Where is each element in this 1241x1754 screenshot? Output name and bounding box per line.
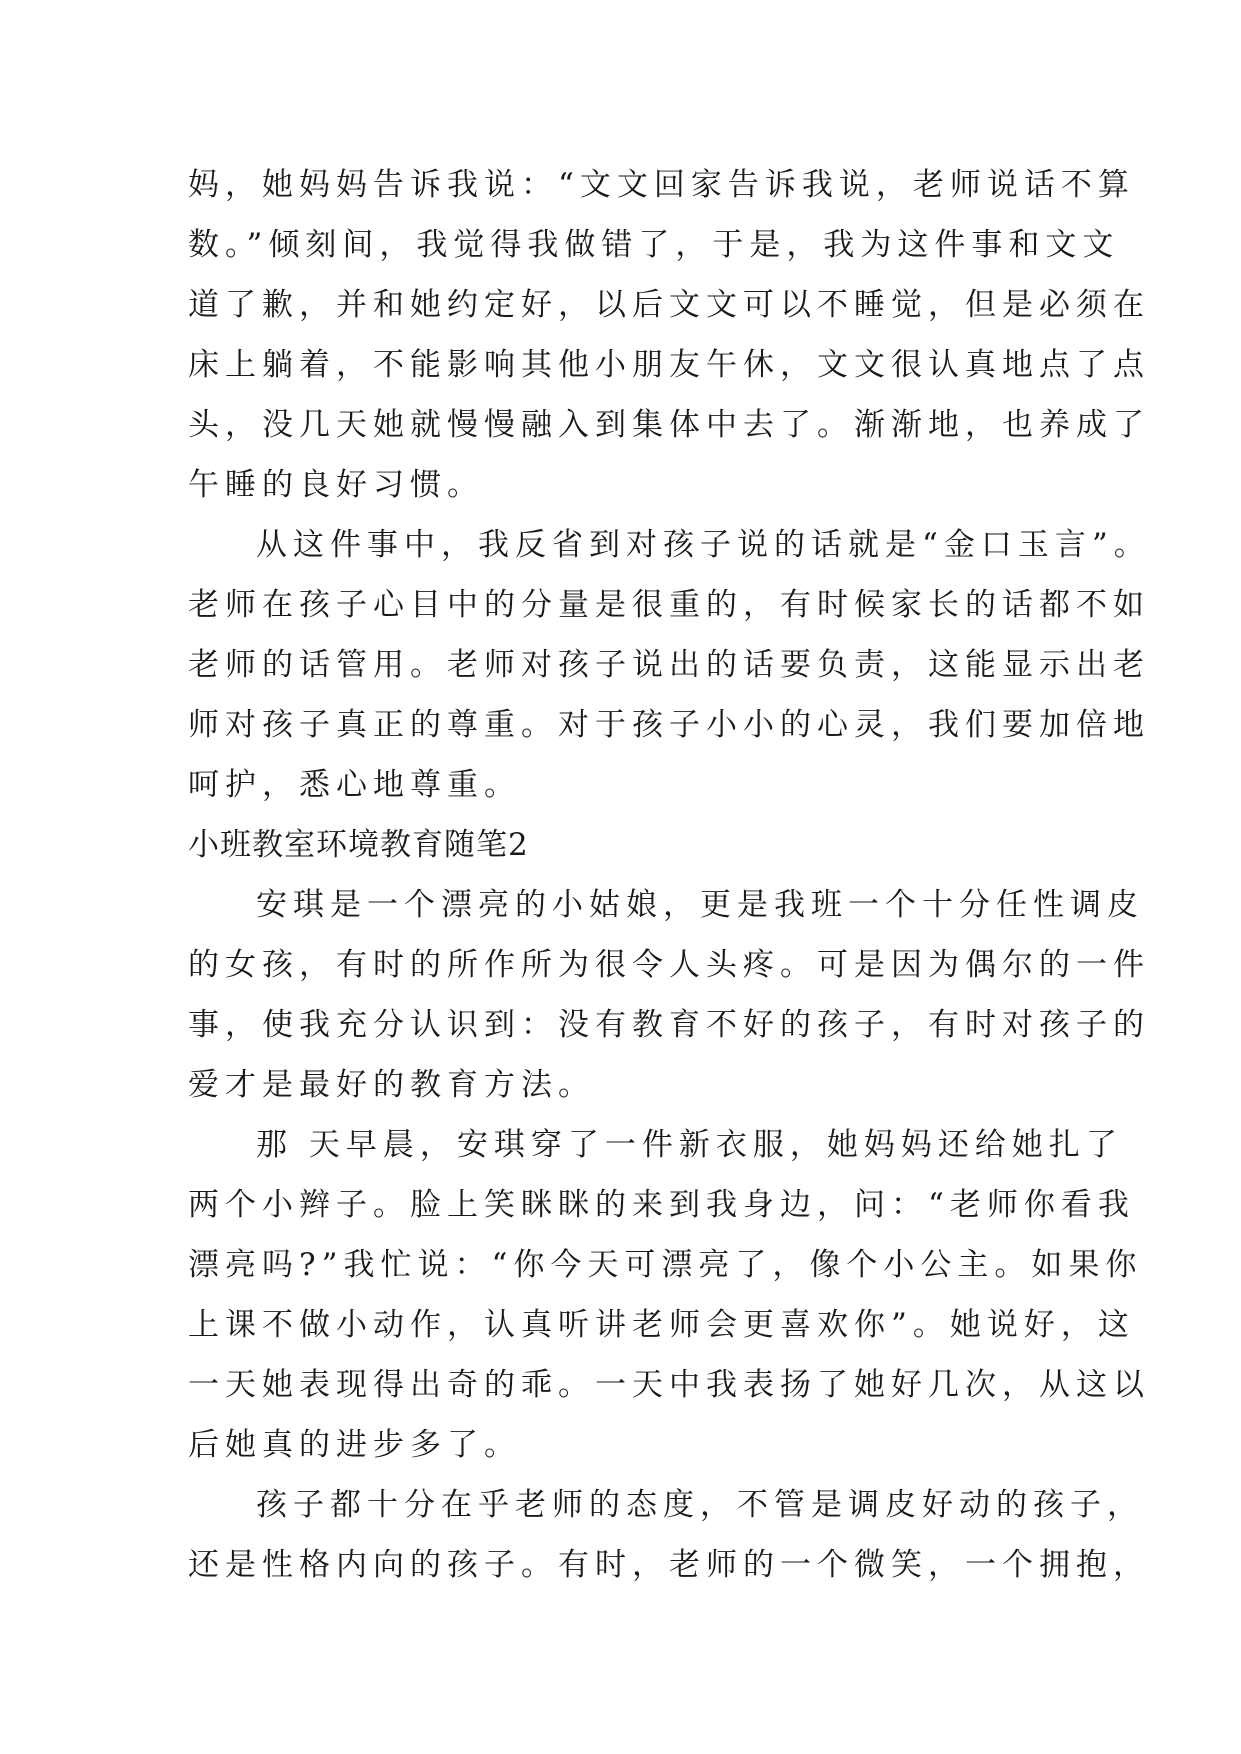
text-line: 上课不做小动作，认真听讲老师会更喜欢你”。她说好，这 (188, 1307, 1135, 1343)
text-line: 孩子都十分在乎老师的态度，不管是调皮好动的孩子， (256, 1487, 1144, 1523)
text-line: 那 天早晨，安琪穿了一件新衣服，她妈妈还给她扎了 (256, 1127, 1123, 1163)
text-line: 的女孩，有时的所作所为很令人头疼。可是因为偶尔的一件 (188, 947, 1150, 983)
text-line: 漂亮吗?”我忙说：“你今天可漂亮了，像个小公主。如果你 (188, 1247, 1143, 1283)
text-line: 安琪是一个漂亮的小姑娘，更是我班一个十分任性调皮 (256, 887, 1144, 923)
section-heading: 小班教室环境教育随笔2 (188, 827, 529, 863)
text-line: 爱才是最好的教育方法。 (188, 1067, 595, 1103)
text-line: 头，没几天她就慢慢融入到集体中去了。渐渐地，也养成了 (188, 407, 1150, 443)
text-line: 午睡的良好习惯。 (188, 467, 484, 503)
text-line: 老师的话管用。老师对孩子说出的话要负责，这能显示出老 (188, 647, 1150, 683)
text-line: 从这件事中，我反省到对孩子说的话就是“金口玉言”。 (256, 527, 1151, 563)
text-line: 道了歉，并和她约定好，以后文文可以不睡觉，但是必须在 (188, 287, 1150, 323)
text-line: 床上躺着，不能影响其他小朋友午休，文文很认真地点了点 (188, 347, 1150, 383)
text-line: 数。”倾刻间，我觉得我做错了，于是，我为这件事和文文 (188, 227, 1120, 263)
text-line: 一天她表现得出奇的乖。一天中我表扬了她好几次，从这以 (188, 1367, 1150, 1403)
text-line: 后她真的进步多了。 (188, 1427, 521, 1463)
document-body (188, 155, 1151, 1595)
text-line: 呵护，悉心地尊重。 (188, 767, 521, 803)
text-line: 两个小辫子。脸上笑眯眯的来到我身边，问：“老师你看我 (188, 1187, 1135, 1223)
text-line: 妈，她妈妈告诉我说：“文文回家告诉我说，老师说话不算 (188, 167, 1135, 203)
text-line: 师对孩子真正的尊重。对于孩子小小的心灵，我们要加倍地 (188, 707, 1150, 743)
text-line: 还是性格内向的孩子。有时，老师的一个微笑，一个拥抱， (188, 1547, 1150, 1583)
text-line: 老师在孩子心目中的分量是很重的，有时候家长的话都不如 (188, 587, 1150, 623)
text-line: 事，使我充分认识到：没有教育不好的孩子，有时对孩子的 (188, 1007, 1150, 1043)
